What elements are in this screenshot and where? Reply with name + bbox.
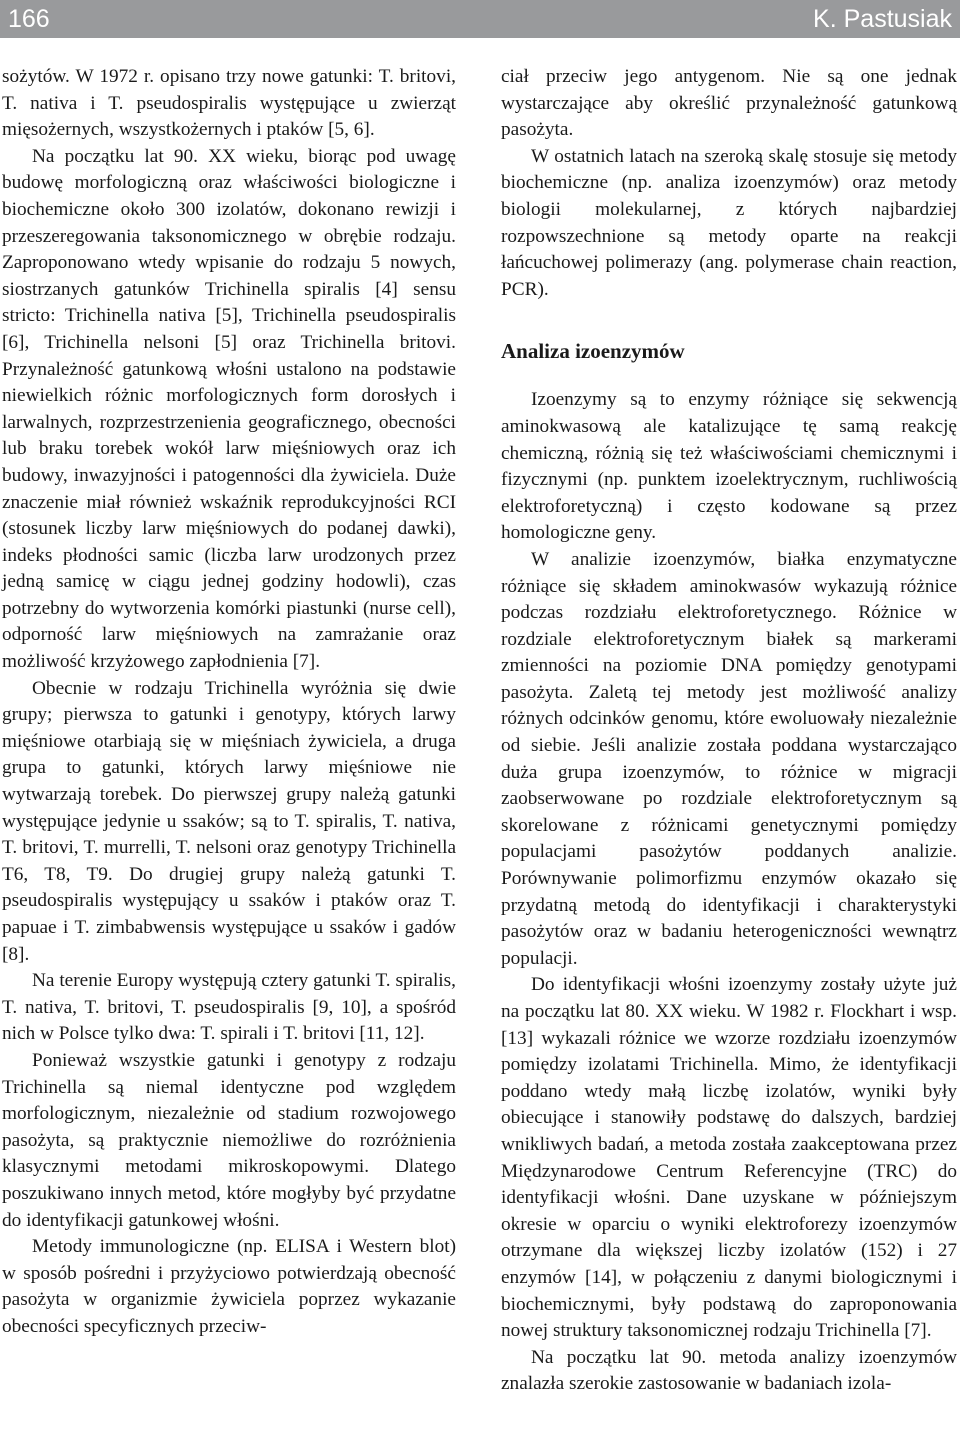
- running-head-author: K. Pastusiak: [813, 5, 952, 33]
- paragraph: Na terenie Europy występują cztery gatunki T. spiralis, T. nativa, T. britovi, T. pseudospiralis [9, 10], a spośród nich w Polsce tylko dwa: T. spirali i T. britovi [11, 12].: [2, 970, 456, 1045]
- paragraph: ciał przeciw jego antygenom. Nie są one jednak wystarczające aby określić przynależność gatunkową pasożyta.: [501, 66, 957, 141]
- paragraph: Izoenzymy są to enzymy różniące się sekwencją aminokwasową ale katalizujące tę samą reakcję chemiczną, różnią się też właściwościami chemicznymi i fizycznymi (np. punktem izoelektrycznym, ruchliwością elektroforetyczną) i często kodowane są przez homologiczne geny.: [501, 389, 957, 544]
- paragraph: Ponieważ wszystkie gatunki i genotypy z rodzaju Trichinella są niemal identyczne pod względem morfologicznym, niezależnie od stadium rozwojowego pasożyta, są praktycznie niemożliwe do rozróżnienia klasycznymi metodami mikroskopowymi. Dlatego poszukiwano innych metod, które mogłyby być przydatne do identyfikacji gatunkowej włośni.: [2, 1049, 456, 1231]
- section-heading: Analiza izoenzymów: [501, 339, 685, 364]
- paragraph: W ostatnich latach na szeroką skalę stosuje się metody biochemiczne (np. analiza izoenzymów) oraz metody biologii molekularnej, z których najbardziej rozpowszechnione są metody oparte na reakcji łańcuchowej polimerazy (ang. polymerase chain reaction, PCR).: [501, 145, 957, 300]
- paragraph: Na początku lat 90. XX wieku, biorąc pod uwagę budowę morfologiczną oraz właściwości biologiczne i biochemiczne około 300 izolatów, dokonano rewizji i przeszeregowania taksonomicznego w obrębie rodzaju. Zaproponowano wtedy wpisanie do rodzaju 5 nowych, siostrzanych gatunków Trichinella spiralis [4] sensu stricto: Trichinella nativa [5], Trichinella pseudospiralis [6], Trichinella nelsoni [5] oraz Trichinella britovi. Przynależność gatunkową włośni ustalono na podstawie niewielkich różnic morfologicznych form dorosłych i larwalnych, rozprzestrzenienia geograficznego, obecności lub braku torebek wokół larw mięśniowych oraz ich budowy, inwazyjności i patogenności dla żywiciela. Duże znaczenie miał również wskaźnik reprodukcyjności RCI (stosunek liczby larw mięśniowych do podanej dawki), indeks płodności samic (liczba larw urodzonych przez jedną samicę w ciągu jednej godziny hodowli), czas potrzebny do wytworzenia komórki piastunki (nurse cell), odporność larw mięśniowych na zamrażanie oraz możliwość krzyżowego zapłodnienia [7].: [2, 145, 456, 673]
- paragraph: sożytów. W 1972 r. opisano trzy nowe gatunki: T. britovi, T. nativa i T. pseudospiralis występujące u zwierząt mięsożernych, wszystkożernych i ptaków [5, 6].: [2, 66, 456, 141]
- left-column: [2, 64, 456, 1341]
- paragraph: W analizie izoenzymów, białka enzymatyczne różniące się składem aminokwasów wykazują różnice podczas rozdziału elektroforetycznego. Różnice w rozdziale elektroforetycznym białek są markerami zmienności na poziomie DNA pomiędzy genotypami pasożyta. Zaletą tej metody jest możliwość analizy różnych odcinków genomu, które ewoluowały niezależnie od siebie. Jeśli analizie została poddana wystarczająco duża grupa izoenzymów, to różnice w migracji zaobserwowane po rozdziale elektroforetycznym są skorelowane z różnicami genetycznymi pomiędzy populacjami pasożytów poddanych analizie. Porównywanie polimorfizmu enzymów okazało się przydatną metodą do identyfikacji i charakterystyki pasożytów oraz w badaniu heterogeniczności wewnątrz populacji.: [501, 548, 957, 969]
- page-number: 166: [8, 5, 50, 33]
- paragraph: Na początku lat 90. metoda analizy izoenzymów znalazła szerokie zastosowanie w badaniach izola-: [501, 1346, 957, 1395]
- paragraph: Metody immunologiczne (np. ELISA i Western blot) w sposób pośredni i przyżyciowo potwierdzają obecność pasożyta w organizmie żywiciela poprzez wykazanie obecności specyficznych przeciw-: [2, 1236, 456, 1337]
- right-column: [501, 64, 957, 1398]
- paragraph: Do identyfikacji włośni izoenzymy zostały użyte już na początku lat 80. XX wieku. W 1982 r. Flockhart i wsp. [13] wykazali różnice we wzorze rozdziału izoenzymów pomiędzy izolatami Trichinella. Mimo, że identyfikacji poddano wtedy małą liczbę izolatów, wyniki były obiecujące i stanowiły podstawę do dalszych, bardziej wnikliwych badań, a metoda została zaakceptowana przez Międzynarodowe Centrum Referencyjne (TRC) do identyfikacji włośni. Dane uzyskane w późniejszym okresie w oparciu o wyniki elektroforezy izoenzymów otrzymane dla większej liczby izolatów (152) i 27 enzymów [14], w połączeniu z danymi biologicznymi i biochemicznymi, były podstawą do zaproponowania nowej struktury taksonomicznej rodzaju Trichinella [7].: [501, 974, 957, 1342]
- paragraph: Obecnie w rodzaju Trichinella wyróżnia się dwie grupy; pierwsza to gatunki i genotypy, których larwy mięśniowe otarbiają się w mięśniach żywiciela, a druga grupa to gatunki, których larwy mięśniowe nie wytwarzają torebek. Do pierwszej grupy należą gatunki występujące jedynie u ssaków; są to T. spiralis, T. nativa, T. britovi, T. murrelli, T. nelsoni oraz genotypy Trichinella T6, T8, T9. Do drugiej grupy należą gatunki T. pseudospiralis występujący u ssaków i ptaków oraz T. papuae i T. zimbabwensis występujące u ssaków i gadów [8].: [2, 677, 456, 965]
- page-header: [0, 0, 960, 38]
